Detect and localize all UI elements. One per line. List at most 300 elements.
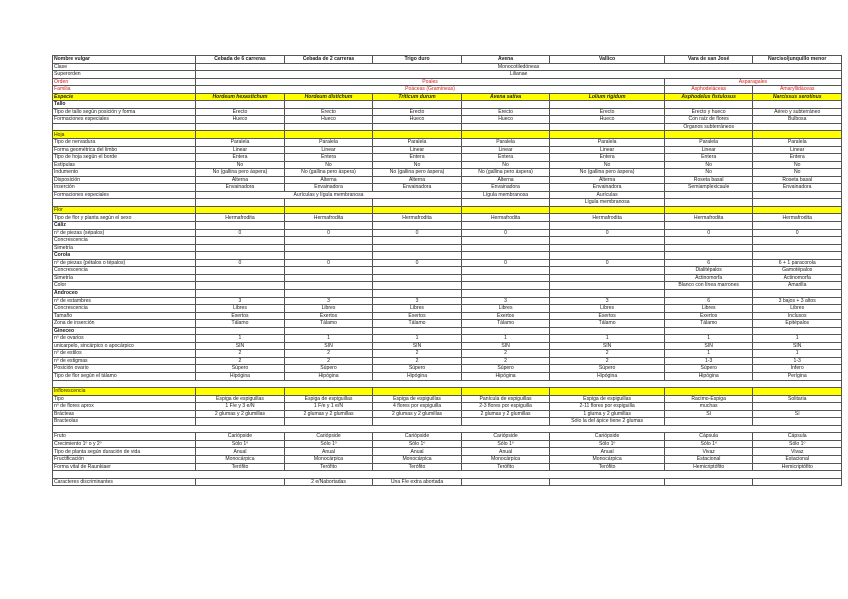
data-cell[interactable]: Linear	[461, 146, 550, 154]
data-cell[interactable]	[461, 418, 550, 426]
row-label-cell[interactable]: Formaciones especiales	[53, 116, 196, 124]
row-label-cell[interactable]: Tipo de nervadura	[53, 139, 196, 147]
empty-cell[interactable]	[53, 380, 196, 388]
data-cell[interactable]: Sólo 1º	[664, 440, 753, 448]
row-label-cell[interactable]: Concrescencia	[53, 305, 196, 313]
data-cell[interactable]: Hemicriptófito	[753, 463, 842, 471]
data-cell[interactable]	[196, 199, 285, 207]
data-cell[interactable]	[550, 131, 665, 139]
empty-cell[interactable]	[550, 471, 665, 479]
row-label-cell[interactable]: Tipo	[53, 395, 196, 403]
data-cell[interactable]	[461, 478, 550, 486]
data-cell[interactable]	[461, 101, 550, 109]
data-cell[interactable]: Envainadora	[550, 184, 665, 192]
data-cell[interactable]: Epitépalos	[753, 320, 842, 328]
data-cell[interactable]: Sí	[753, 410, 842, 418]
data-cell[interactable]: Linear	[284, 146, 373, 154]
data-cell[interactable]: Panícula de espiguillas	[461, 395, 550, 403]
row-label-cell[interactable]: Hoja	[53, 131, 196, 139]
data-cell[interactable]: Ínfero	[753, 365, 842, 373]
data-cell[interactable]	[664, 478, 753, 486]
data-cell[interactable]: Vivaz	[664, 448, 753, 456]
data-cell[interactable]	[373, 418, 462, 426]
data-cell[interactable]: Erecto	[373, 108, 462, 116]
data-cell[interactable]	[196, 222, 285, 230]
data-cell[interactable]: No	[373, 161, 462, 169]
data-cell[interactable]: 0	[373, 229, 462, 237]
empty-cell[interactable]	[550, 425, 665, 433]
row-label-cell[interactable]: Zona de inserción	[53, 320, 196, 328]
data-cell[interactable]	[373, 101, 462, 109]
merged-cell[interactable]: Poáceas (Gramíneas)	[196, 86, 665, 94]
data-cell[interactable]	[550, 237, 665, 245]
data-cell[interactable]: Anual	[284, 448, 373, 456]
data-cell[interactable]: 3	[461, 297, 550, 305]
data-cell[interactable]	[461, 237, 550, 245]
data-cell[interactable]: Narcissus serotinus	[753, 93, 842, 101]
row-label-cell[interactable]: unicarpelo, sincárpico o apocárpico	[53, 342, 196, 350]
data-cell[interactable]: Exertos	[284, 312, 373, 320]
data-cell[interactable]: Tálamo	[284, 320, 373, 328]
data-cell[interactable]	[550, 267, 665, 275]
empty-cell[interactable]	[461, 471, 550, 479]
data-cell[interactable]: Envainadora	[461, 184, 550, 192]
empty-cell[interactable]	[196, 471, 285, 479]
data-cell[interactable]	[373, 206, 462, 214]
merged-cell[interactable]: Amaryllidáceas	[753, 86, 842, 94]
data-cell[interactable]	[461, 282, 550, 290]
data-cell[interactable]: Hordeum hexastichum	[196, 93, 285, 101]
row-label-cell[interactable]: Inserción	[53, 184, 196, 192]
data-cell[interactable]: Hueco	[196, 116, 285, 124]
data-cell[interactable]: Paralela	[753, 139, 842, 147]
data-cell[interactable]: Erecto	[196, 108, 285, 116]
data-cell[interactable]	[196, 289, 285, 297]
data-cell[interactable]: Hermafrodita	[373, 214, 462, 222]
data-cell[interactable]: No (gallina pero áspera)	[461, 169, 550, 177]
row-label-cell[interactable]: Tipo de flor según el tálamo	[53, 372, 196, 380]
data-cell[interactable]: 0	[550, 229, 665, 237]
data-cell[interactable]	[284, 244, 373, 252]
data-cell[interactable]: 0	[461, 229, 550, 237]
data-cell[interactable]: 1	[550, 335, 665, 343]
merged-cell[interactable]	[753, 191, 842, 199]
data-cell[interactable]: Terófito	[196, 463, 285, 471]
data-cell[interactable]: Tálamo	[373, 320, 462, 328]
data-cell[interactable]: Espiga de espiguillas	[196, 395, 285, 403]
merged-cell[interactable]	[664, 191, 753, 199]
data-cell[interactable]	[550, 327, 665, 335]
data-cell[interactable]: 2	[196, 350, 285, 358]
data-cell[interactable]: Racimo-Espiga	[664, 395, 753, 403]
data-cell[interactable]: 1	[284, 335, 373, 343]
data-cell[interactable]: Una F/e extra abortada	[373, 478, 462, 486]
data-cell[interactable]	[284, 237, 373, 245]
data-cell[interactable]: Libres	[461, 305, 550, 313]
row-label-cell[interactable]: nº de estigmas	[53, 357, 196, 365]
empty-cell[interactable]	[461, 425, 550, 433]
data-cell[interactable]: Terófito	[461, 463, 550, 471]
data-cell[interactable]	[753, 403, 842, 411]
row-label-cell[interactable]: Simetría	[53, 244, 196, 252]
data-cell[interactable]: Paralela	[461, 139, 550, 147]
data-cell[interactable]: 6	[664, 297, 753, 305]
data-cell[interactable]: 1 F/e y 1 e/N	[284, 403, 373, 411]
data-cell[interactable]: Entera	[461, 154, 550, 162]
data-cell[interactable]: No	[550, 161, 665, 169]
data-cell[interactable]: No	[753, 169, 842, 177]
data-cell[interactable]: Hermafrodita	[664, 214, 753, 222]
data-cell[interactable]	[373, 282, 462, 290]
data-cell[interactable]: 2	[373, 350, 462, 358]
data-cell[interactable]	[753, 289, 842, 297]
data-cell[interactable]: Hueco	[550, 116, 665, 124]
data-cell[interactable]: Hipógina	[373, 372, 462, 380]
data-cell[interactable]: Hueco	[284, 116, 373, 124]
data-cell[interactable]	[373, 327, 462, 335]
row-label-cell[interactable]: Concrescencia	[53, 237, 196, 245]
data-cell[interactable]: Tálamo	[664, 320, 753, 328]
data-cell[interactable]: Entera	[373, 154, 462, 162]
data-cell[interactable]	[373, 222, 462, 230]
row-label-cell[interactable]: Corola	[53, 252, 196, 260]
empty-cell[interactable]	[461, 380, 550, 388]
data-cell[interactable]	[461, 267, 550, 275]
data-cell[interactable]: Actinomorfa	[664, 274, 753, 282]
data-cell[interactable]	[664, 101, 753, 109]
data-cell[interactable]: No (gallina pero áspera)	[373, 169, 462, 177]
data-cell[interactable]: Envainadora	[373, 184, 462, 192]
data-cell[interactable]: 2	[284, 357, 373, 365]
row-label-cell[interactable]: Flor	[53, 206, 196, 214]
data-cell[interactable]	[196, 282, 285, 290]
data-cell[interactable]	[753, 101, 842, 109]
data-cell[interactable]: Libres	[664, 305, 753, 313]
empty-cell[interactable]	[53, 471, 196, 479]
data-cell[interactable]: 3	[373, 297, 462, 305]
row-label-cell[interactable]	[53, 199, 196, 207]
data-cell[interactable]: Lolium rigidum	[550, 93, 665, 101]
data-cell[interactable]: Solitaria	[753, 395, 842, 403]
data-cell[interactable]: 2-3 flores por espiguilla	[461, 403, 550, 411]
merged-cell[interactable]: Asphodeláceas	[664, 86, 753, 94]
column-header-cell[interactable]: Avena	[461, 56, 550, 64]
row-label-cell[interactable]: Crecimiento 1º o y 2º	[53, 440, 196, 448]
data-cell[interactable]: Roseta basal	[664, 176, 753, 184]
data-cell[interactable]: Con raíz de flores	[664, 116, 753, 124]
data-cell[interactable]: Blanco con línea marrones	[664, 282, 753, 290]
data-cell[interactable]: 1-3	[753, 357, 842, 365]
data-cell[interactable]	[753, 123, 842, 131]
data-cell[interactable]	[284, 327, 373, 335]
row-label-cell[interactable]: nº de estambres	[53, 297, 196, 305]
data-cell[interactable]	[196, 206, 285, 214]
row-label-cell[interactable]: Color	[53, 282, 196, 290]
data-cell[interactable]	[373, 274, 462, 282]
data-cell[interactable]: Avena sativa	[461, 93, 550, 101]
row-label-cell[interactable]: Tallo	[53, 101, 196, 109]
data-cell[interactable]	[664, 252, 753, 260]
row-label-cell[interactable]: Disposición	[53, 176, 196, 184]
data-cell[interactable]	[550, 123, 665, 131]
empty-cell[interactable]	[373, 471, 462, 479]
data-cell[interactable]: muchas	[664, 403, 753, 411]
data-cell[interactable]: Entera	[753, 154, 842, 162]
data-cell[interactable]: Exertos	[664, 312, 753, 320]
data-cell[interactable]	[753, 252, 842, 260]
data-cell[interactable]: Entera	[664, 154, 753, 162]
data-cell[interactable]: Hermafrodita	[284, 214, 373, 222]
row-label-cell[interactable]	[53, 123, 196, 131]
data-cell[interactable]: 0	[753, 229, 842, 237]
merged-cell[interactable]: Aurículas y lígula membranosa	[196, 191, 462, 199]
data-cell[interactable]: Tálamo	[550, 320, 665, 328]
data-cell[interactable]: Paralela	[550, 139, 665, 147]
data-cell[interactable]: 0	[461, 259, 550, 267]
data-cell[interactable]: Linear	[753, 146, 842, 154]
data-cell[interactable]	[461, 131, 550, 139]
data-cell[interactable]: 1 gluma y 2 glumillas	[550, 410, 665, 418]
data-cell[interactable]: Hueco	[461, 116, 550, 124]
empty-cell[interactable]	[550, 380, 665, 388]
empty-cell[interactable]	[753, 425, 842, 433]
data-cell[interactable]: Terófito	[550, 463, 665, 471]
data-cell[interactable]: Envainadora	[753, 184, 842, 192]
data-cell[interactable]: Exertos	[196, 312, 285, 320]
data-cell[interactable]: Sólo 1º	[753, 440, 842, 448]
empty-cell[interactable]	[753, 471, 842, 479]
data-cell[interactable]: Asphodelus fistulosus	[664, 93, 753, 101]
data-cell[interactable]	[550, 388, 665, 396]
data-cell[interactable]: 1 F/e y 3 e/N	[196, 403, 285, 411]
data-cell[interactable]	[373, 237, 462, 245]
data-cell[interactable]: Exertos	[373, 312, 462, 320]
data-cell[interactable]	[753, 244, 842, 252]
data-cell[interactable]: No	[284, 161, 373, 169]
merged-cell[interactable]: Poales	[196, 78, 665, 86]
data-cell[interactable]: Paralela	[664, 139, 753, 147]
data-cell[interactable]	[753, 478, 842, 486]
data-cell[interactable]	[196, 252, 285, 260]
data-cell[interactable]: Cápsula	[664, 433, 753, 441]
empty-cell[interactable]	[664, 380, 753, 388]
row-label-cell[interactable]: Formaciones especiales	[53, 191, 196, 199]
data-cell[interactable]: Hermafrodita	[550, 214, 665, 222]
empty-cell[interactable]	[284, 380, 373, 388]
data-cell[interactable]: Súpero	[284, 365, 373, 373]
data-cell[interactable]: Linear	[373, 146, 462, 154]
data-cell[interactable]: SIN	[550, 342, 665, 350]
data-cell[interactable]: Monocárpica	[196, 455, 285, 463]
data-cell[interactable]: Hordeum distichum	[284, 93, 373, 101]
data-cell[interactable]	[753, 418, 842, 426]
data-cell[interactable]: 2 glumas y 2 glumillas	[461, 410, 550, 418]
column-header-cell[interactable]: Vara de san José	[664, 56, 753, 64]
data-cell[interactable]: No	[196, 161, 285, 169]
data-cell[interactable]	[284, 123, 373, 131]
data-cell[interactable]: 0	[284, 229, 373, 237]
data-cell[interactable]	[753, 222, 842, 230]
data-cell[interactable]: Hipógina	[550, 372, 665, 380]
empty-cell[interactable]	[284, 425, 373, 433]
row-label-cell[interactable]: nº de ovarios	[53, 335, 196, 343]
data-cell[interactable]: Alterna	[373, 176, 462, 184]
row-label-cell[interactable]: Tipo de flor y planta según el sexo	[53, 214, 196, 222]
row-label-cell[interactable]: Especie	[53, 93, 196, 101]
data-cell[interactable]: Súpero	[461, 365, 550, 373]
data-cell[interactable]: 2	[373, 357, 462, 365]
merged-cell[interactable]: Lígula membranosa	[461, 191, 550, 199]
data-cell[interactable]: Lígula membranosa	[550, 199, 665, 207]
data-cell[interactable]: Espiga de espiguillas	[373, 395, 462, 403]
data-cell[interactable]: Sólo la del ápice tiene 2 glumas	[550, 418, 665, 426]
data-cell[interactable]: Perígina	[753, 372, 842, 380]
row-label-cell[interactable]: Inflorescencia	[53, 388, 196, 396]
data-cell[interactable]: 3 bajos + 3 altos	[753, 297, 842, 305]
data-cell[interactable]: Libres	[550, 305, 665, 313]
data-cell[interactable]: Cariópside	[373, 433, 462, 441]
data-cell[interactable]: Paralela	[373, 139, 462, 147]
data-cell[interactable]: Hipógina	[284, 372, 373, 380]
data-cell[interactable]	[550, 478, 665, 486]
data-cell[interactable]	[284, 222, 373, 230]
data-cell[interactable]: SIN	[373, 342, 462, 350]
data-cell[interactable]: 4 flores por espiguilla	[373, 403, 462, 411]
data-cell[interactable]	[550, 274, 665, 282]
data-cell[interactable]: 1	[196, 335, 285, 343]
row-label-cell[interactable]: Forma vital de Raunkiaer	[53, 463, 196, 471]
data-cell[interactable]: Sólo 1º	[550, 440, 665, 448]
data-cell[interactable]: No	[664, 169, 753, 177]
data-cell[interactable]: No (gallina pero áspera)	[550, 169, 665, 177]
merged-cell[interactable]: Aurículas	[550, 191, 665, 199]
data-cell[interactable]: 3	[196, 297, 285, 305]
column-header-cell[interactable]: Cebada de 2 carreras	[284, 56, 373, 64]
empty-cell[interactable]	[196, 380, 285, 388]
data-cell[interactable]: Vivaz	[753, 448, 842, 456]
data-cell[interactable]: Espiga de espiguillas	[284, 395, 373, 403]
row-label-cell[interactable]: Androceo	[53, 289, 196, 297]
data-cell[interactable]	[373, 131, 462, 139]
data-cell[interactable]: 3	[550, 297, 665, 305]
data-cell[interactable]	[753, 206, 842, 214]
data-cell[interactable]	[284, 206, 373, 214]
data-cell[interactable]: Libres	[284, 305, 373, 313]
data-cell[interactable]: Cariópside	[550, 433, 665, 441]
data-cell[interactable]: 0	[196, 259, 285, 267]
data-cell[interactable]: 2 e/Nabortadas	[284, 478, 373, 486]
data-cell[interactable]	[196, 327, 285, 335]
data-cell[interactable]	[550, 244, 665, 252]
data-cell[interactable]	[664, 199, 753, 207]
data-cell[interactable]: Exertos	[461, 312, 550, 320]
row-label-cell[interactable]: nº de piezas (pétalos o tépalos)	[53, 259, 196, 267]
merged-cell[interactable]: Monocotiledóneas	[196, 63, 842, 71]
row-label-cell[interactable]: Posición ovario	[53, 365, 196, 373]
data-cell[interactable]: SIN	[461, 342, 550, 350]
data-cell[interactable]: Triticum durum	[373, 93, 462, 101]
data-cell[interactable]: 1	[461, 335, 550, 343]
column-header-cell[interactable]: Trigo duro	[373, 56, 462, 64]
data-cell[interactable]: Dialitépalos	[664, 267, 753, 275]
data-cell[interactable]	[664, 327, 753, 335]
empty-cell[interactable]	[196, 425, 285, 433]
data-cell[interactable]: 0	[284, 259, 373, 267]
data-cell[interactable]: Hermafrodita	[461, 214, 550, 222]
data-cell[interactable]: 6	[664, 259, 753, 267]
data-cell[interactable]	[550, 252, 665, 260]
data-cell[interactable]: Sólo 1º	[461, 440, 550, 448]
data-cell[interactable]: 1	[753, 335, 842, 343]
data-cell[interactable]	[664, 222, 753, 230]
data-cell[interactable]: Anual	[196, 448, 285, 456]
data-cell[interactable]: Súpero	[373, 365, 462, 373]
data-cell[interactable]: Inclusos	[753, 312, 842, 320]
data-cell[interactable]	[373, 199, 462, 207]
data-cell[interactable]: Amarilla	[753, 282, 842, 290]
row-label-cell[interactable]: Tipo de hoja según el borde	[53, 154, 196, 162]
data-cell[interactable]: 0	[550, 259, 665, 267]
row-label-cell[interactable]: Forma geométrica del limbo	[53, 146, 196, 154]
data-cell[interactable]	[196, 131, 285, 139]
data-cell[interactable]: 2	[196, 357, 285, 365]
data-cell[interactable]: No	[461, 161, 550, 169]
data-cell[interactable]	[461, 388, 550, 396]
row-label-cell[interactable]: nº de piezas (sépalos)	[53, 229, 196, 237]
data-cell[interactable]	[664, 388, 753, 396]
data-cell[interactable]	[373, 123, 462, 131]
data-cell[interactable]: Erecto	[550, 108, 665, 116]
data-cell[interactable]: Alterna	[284, 176, 373, 184]
data-cell[interactable]	[461, 244, 550, 252]
data-cell[interactable]	[284, 289, 373, 297]
data-cell[interactable]: SIN	[753, 342, 842, 350]
data-cell[interactable]: Órganos subterráneos	[664, 123, 753, 131]
data-cell[interactable]	[664, 418, 753, 426]
data-cell[interactable]: Actinomorfa	[753, 274, 842, 282]
data-cell[interactable]	[373, 388, 462, 396]
row-label-cell[interactable]: Cáliz	[53, 222, 196, 230]
data-cell[interactable]	[284, 131, 373, 139]
data-cell[interactable]: Cariópside	[196, 433, 285, 441]
data-cell[interactable]: Monocárpica	[373, 455, 462, 463]
data-cell[interactable]	[373, 252, 462, 260]
row-label-cell[interactable]: Tipo de planta según duración de vida	[53, 448, 196, 456]
data-cell[interactable]	[196, 418, 285, 426]
data-cell[interactable]: 2 glumas y 2 glumillas	[373, 410, 462, 418]
row-label-cell[interactable]: Indumento	[53, 169, 196, 177]
row-label-cell[interactable]: Simetría	[53, 274, 196, 282]
row-label-cell[interactable]: Gineceo	[53, 327, 196, 335]
data-cell[interactable]	[373, 244, 462, 252]
data-cell[interactable]: Entera	[550, 154, 665, 162]
data-cell[interactable]: 1-3	[664, 357, 753, 365]
data-cell[interactable]	[753, 327, 842, 335]
data-cell[interactable]: Erecto y hueco	[664, 108, 753, 116]
data-cell[interactable]: Alterna	[461, 176, 550, 184]
data-cell[interactable]	[664, 244, 753, 252]
data-cell[interactable]: Libres	[753, 305, 842, 313]
merged-cell[interactable]: Asparagales	[664, 78, 841, 86]
empty-cell[interactable]	[753, 380, 842, 388]
data-cell[interactable]: Linear	[196, 146, 285, 154]
data-cell[interactable]: Gamotépalos	[753, 267, 842, 275]
empty-cell[interactable]	[373, 380, 462, 388]
data-cell[interactable]	[196, 101, 285, 109]
data-cell[interactable]: 1	[664, 350, 753, 358]
data-cell[interactable]: Anual	[550, 448, 665, 456]
data-cell[interactable]	[284, 267, 373, 275]
